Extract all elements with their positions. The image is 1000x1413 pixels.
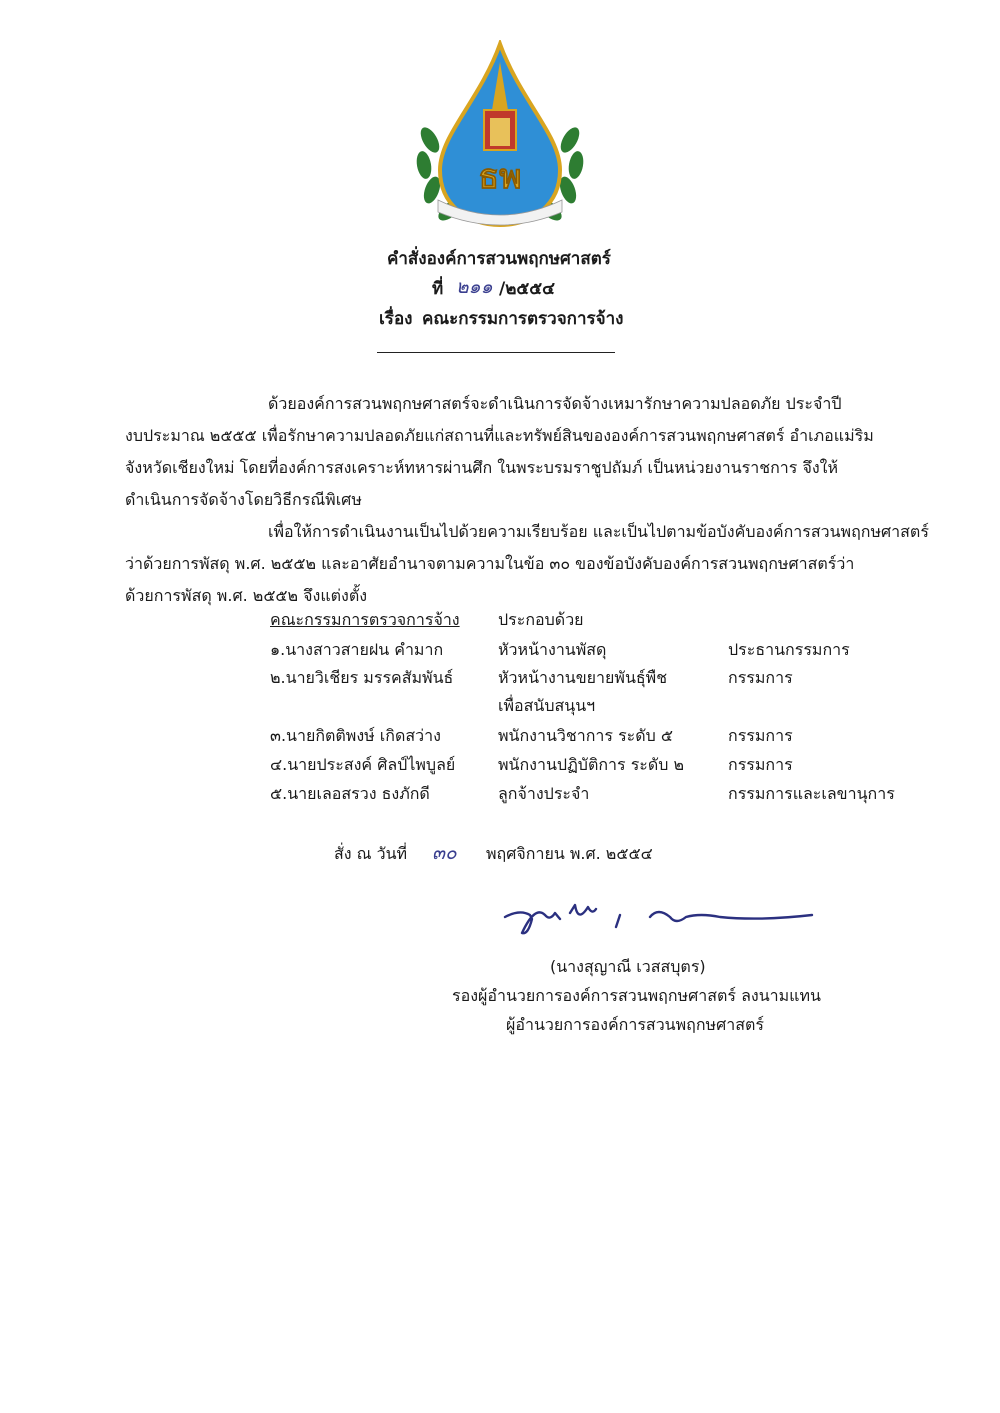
signer-title-line2: ผู้อำนวยการองค์การสวนพฤกษศาสตร์ <box>506 1015 764 1034</box>
header-divider <box>377 352 615 353</box>
member-position: ลูกจ้างประจำ <box>498 784 590 803</box>
member-role: กรรมการ <box>728 755 793 774</box>
member-position: หัวหน้างานพัสดุ <box>498 640 607 659</box>
member-position-cont: เพื่อสนับสนุนฯ <box>498 696 596 715</box>
member-name: ๔.นายประสงค์ ศิลป์ไพบูลย์ <box>270 755 456 774</box>
order-number-prefix: ที่ <box>432 279 444 299</box>
member-position: พนักงานวิชาการ ระดับ ๕ <box>498 726 674 745</box>
member-role: กรรมการ <box>728 668 793 687</box>
organization-emblem <box>410 40 590 230</box>
order-title: คำสั่งองค์การสวนพฤกษศาสตร์ <box>387 249 611 269</box>
subject-text: คณะกรรมการตรวจการจ้าง <box>422 309 624 329</box>
paragraph1-line: ด้วยองค์การสวนพฤกษศาสตร์จะดำเนินการจัดจ้างเหมารักษาความปลอดภัย ประจำปี <box>268 394 842 413</box>
paragraph2-line: เพื่อให้การดำเนินงานเป็นไปด้วยความเรียบร้อย และเป็นไปตามข้อบังคับองค์การสวนพฤกษศาสตร์ <box>268 522 929 541</box>
signer-title-line1: รองผู้อำนวยการองค์การสวนพฤกษศาสตร์ ลงนามแทน <box>452 986 821 1005</box>
member-name: ๑.นางสาวสายฝน คำมาก <box>270 640 444 659</box>
paragraph2-line: ด้วยการพัสดุ พ.ศ. ๒๕๕๒ จึงแต่งตั้ง <box>125 586 368 605</box>
committee-heading-suffix: ประกอบด้วย <box>498 610 584 629</box>
svg-text:ธพ: ธพ <box>478 157 522 197</box>
order-date-prefix: สั่ง ณ วันที่ <box>334 844 408 863</box>
member-role: กรรมการ <box>728 726 793 745</box>
member-role: กรรมการและเลขานุการ <box>728 784 895 803</box>
member-name: ๒.นายวิเชียร มรรคสัมพันธ์ <box>270 668 454 687</box>
member-name: ๕.นายเลอสรวง ธงภักดี <box>270 784 430 803</box>
subject-label: เรื่อง <box>379 309 413 329</box>
order-number-handwritten: ๒๑๑ <box>456 276 493 298</box>
paragraph1-line: ดำเนินการจัดจ้างโดยวิธีกรณีพิเศษ <box>125 490 362 509</box>
order-date-day: ๓๐ <box>432 842 457 864</box>
member-name: ๓.นายกิตติพงษ์ เกิดสว่าง <box>270 726 441 745</box>
signer-name: (นางสุญาณี เวสสบุตร) <box>550 957 706 976</box>
paragraph1-line: จังหวัดเชียงใหม่ โดยที่องค์การสงเคราะห์ทหารผ่านศึก ในพระบรมราชูปถัมภ์ เป็นหน่วยงานราชการ จึงให้ <box>125 458 838 477</box>
handwritten-signature <box>500 895 830 955</box>
member-position: หัวหน้างานขยายพันธุ์พืช <box>498 668 668 687</box>
member-role: ประธานกรรมการ <box>728 640 850 659</box>
paragraph2-line: ว่าด้วยการพัสดุ พ.ศ. ๒๕๕๒ และอาศัยอำนาจตามความในข้อ ๓๐ ของข้อบังคับองค์การสวนพฤกษศาสตร์ว่า <box>125 554 855 573</box>
order-number-suffix: /๒๕๕๔ <box>499 279 556 299</box>
paragraph1-line: งบประมาณ ๒๕๕๕ เพื่อรักษาความปลอดภัยแก่สถานที่และทรัพย์สินขององค์การสวนพฤกษศาสตร์ อำเภอแม่ริม <box>125 426 874 445</box>
member-position: พนักงานปฏิบัติการ ระดับ ๒ <box>498 755 685 774</box>
order-date-rest: พฤศจิกายน พ.ศ. ๒๕๕๔ <box>486 844 653 863</box>
committee-heading: คณะกรรมการตรวจการจ้าง <box>270 610 460 629</box>
